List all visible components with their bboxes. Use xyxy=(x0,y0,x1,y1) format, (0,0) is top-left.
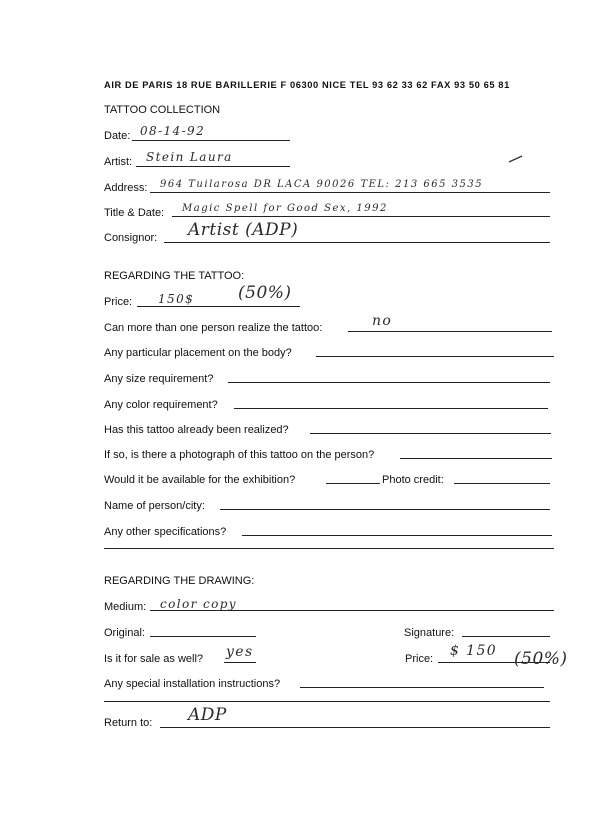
form-title: TATTOO COLLECTION xyxy=(104,104,221,116)
photograph-label: If so, is there a photograph of this tattoo on the person? xyxy=(104,449,375,461)
tattoo-heading: REGARDING THE TATTOO: xyxy=(104,270,245,282)
size-line xyxy=(228,382,550,383)
pen-mark xyxy=(508,154,524,164)
other-specs-line xyxy=(242,535,552,536)
address-line xyxy=(150,192,550,193)
consignor-value: Artist (ADP) xyxy=(188,220,299,240)
consignor-label: Consignor: xyxy=(104,232,158,244)
installation-line-2 xyxy=(104,701,550,702)
exhibition-line xyxy=(326,483,380,484)
installation-label: Any special installation instructions? xyxy=(104,678,281,690)
medium-value: color copy xyxy=(160,597,237,611)
drawing-price-note: (50%) xyxy=(514,649,568,669)
signature-line xyxy=(462,636,550,637)
tattoo-price-value: 150$ xyxy=(158,292,195,306)
for-sale-line xyxy=(224,662,256,663)
medium-label: Medium: xyxy=(104,601,147,613)
address-label: Address: xyxy=(104,182,148,194)
for-sale-value: yes xyxy=(226,644,254,660)
consignor-line xyxy=(164,242,550,243)
photograph-line xyxy=(400,458,552,459)
size-label: Any size requirement? xyxy=(104,373,214,385)
name-city-line xyxy=(220,509,550,510)
drawing-price-label: Price: xyxy=(405,653,434,665)
realized-line xyxy=(310,433,551,434)
realized-label: Has this tattoo already been realized? xyxy=(104,424,289,436)
color-label: Any color requirement? xyxy=(104,399,218,411)
title-date-value: Magic Spell for Good Sex, 1992 xyxy=(182,203,388,214)
for-sale-label: Is it for sale as well? xyxy=(104,653,204,665)
return-label: Return to: xyxy=(104,717,153,729)
more-than-one-value: no xyxy=(372,313,393,329)
name-city-label: Name of person/city: xyxy=(104,500,205,512)
more-than-one-label: Can more than one person realize the tattoo: xyxy=(104,322,323,334)
artist-line xyxy=(136,166,290,167)
letterhead: AIR DE PARIS 18 RUE BARILLERIE F 06300 NICE TEL 93 62 33 62 FAX 93 50 65 81 xyxy=(104,80,510,90)
tattoo-price-note: (50%) xyxy=(238,283,292,303)
other-specs-line-2 xyxy=(104,548,554,549)
placement-line xyxy=(316,356,554,357)
color-line xyxy=(234,408,548,409)
return-value: ADP xyxy=(188,705,227,725)
title-date-label: Title & Date: xyxy=(104,207,165,219)
drawing-price-value: $ 150 xyxy=(450,643,498,659)
address-value: 964 Tuilarosa DR LACA 90026 TEL: 213 665 3535 xyxy=(160,179,484,190)
return-line xyxy=(160,727,550,728)
date-value: 08-14-92 xyxy=(140,124,206,138)
placement-label: Any particular placement on the body? xyxy=(104,347,292,359)
tattoo-price-label: Price: xyxy=(104,296,133,308)
signature-label: Signature: xyxy=(404,627,455,639)
artist-label: Artist: xyxy=(104,156,133,168)
date-label: Date: xyxy=(104,130,131,142)
original-line xyxy=(150,636,256,637)
photo-credit-line xyxy=(454,483,550,484)
original-label: Original: xyxy=(104,627,145,639)
installation-line xyxy=(300,687,544,688)
exhibition-label: Would it be available for the exhibition? xyxy=(104,474,296,486)
other-specs-label: Any other specifications? xyxy=(104,526,227,538)
photo-credit-label: Photo credit: xyxy=(382,474,444,486)
artist-value: Stein Laura xyxy=(146,150,233,164)
tattoo-price-line xyxy=(137,306,300,307)
date-line xyxy=(132,140,290,141)
drawing-heading: REGARDING THE DRAWING: xyxy=(104,575,255,587)
title-date-line xyxy=(172,216,550,217)
more-than-one-line xyxy=(348,331,552,332)
